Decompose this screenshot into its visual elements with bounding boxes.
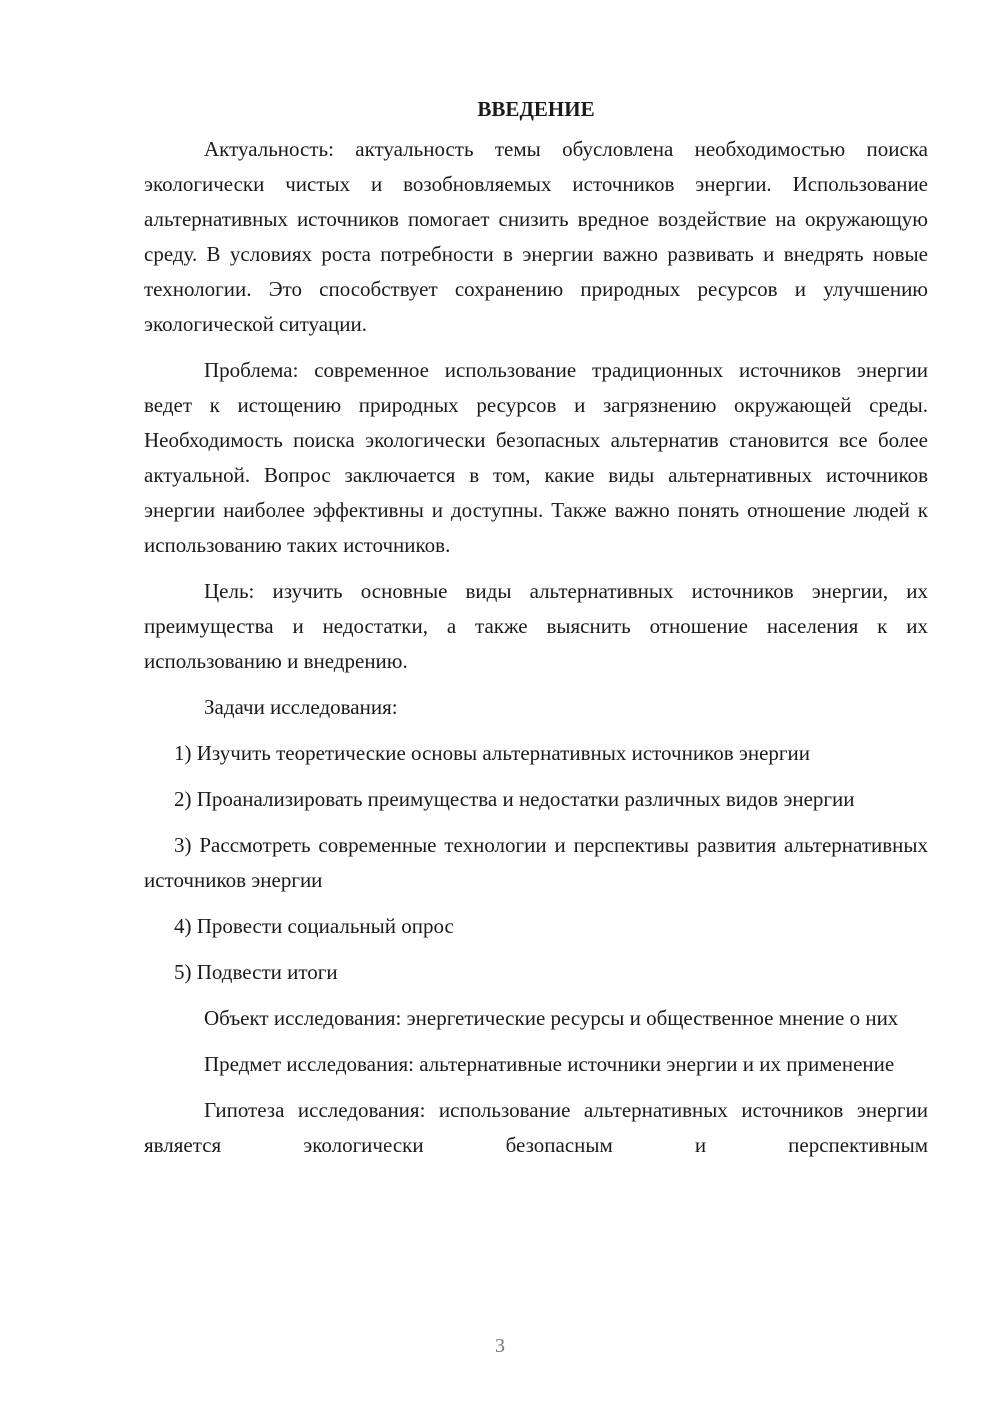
paragraph-problem: Проблема: современное использование традиционных источников энергии ведет к истощению природных ресурсов и загрязнению окружающей среды. Необходимость поиска экологически безопасных альтернатив становится все более актуальной. Вопрос заключается в том, какие виды альтернативных источников энергии наиболее эффективны и доступны. Также важно понять отношение людей к использованию таких источников. bbox=[144, 358, 928, 557]
paragraph-object: Объект исследования: энергетические ресурсы и общественное мнение о них bbox=[204, 1006, 899, 1030]
paragraph-relevance: Актуальность: актуальность темы обусловлена необходимостью поиска экологически чистых и возобновляемых источников энергии. Использование альтернативных источников помогает снизить вредное воздействие на окружающую среду. В условиях роста потребности в энергии важно развивать и внедрять новые технологии. Это способствует сохранению природных ресурсов и улучшению экологической ситуации. bbox=[144, 137, 928, 336]
page-number: 3 bbox=[495, 1335, 505, 1357]
section-heading: ВВЕДЕНИЕ bbox=[477, 97, 595, 121]
tasks-title: Задачи исследования: bbox=[204, 695, 398, 719]
document-page bbox=[144, 94, 928, 1174]
task-item-5: 5) Подвести итоги bbox=[174, 960, 338, 984]
paragraph-goal: Цель: изучить основные виды альтернативных источников энергии, их преимущества и недостатки, а также выяснить отношение населения к их использованию и внедрению. bbox=[144, 579, 928, 673]
paragraph-subject: Предмет исследования: альтернативные источники энергии и их применение bbox=[204, 1052, 895, 1076]
paragraph-hypothesis: Гипотеза исследования: использование альтернативных источников энергии является экологически безопасным и перспективным bbox=[144, 1098, 928, 1157]
task-item-4: 4) Провести социальный опрос bbox=[174, 914, 454, 938]
task-item-1: 1) Изучить теоретические основы альтернативных источников энергии bbox=[174, 741, 811, 765]
task-item-2: 2) Проанализировать преимущества и недостатки различных видов энергии bbox=[174, 787, 855, 811]
task-item-3: 3) Рассмотреть современные технологии и перспективы развития альтернативных источников энергии bbox=[144, 833, 928, 892]
